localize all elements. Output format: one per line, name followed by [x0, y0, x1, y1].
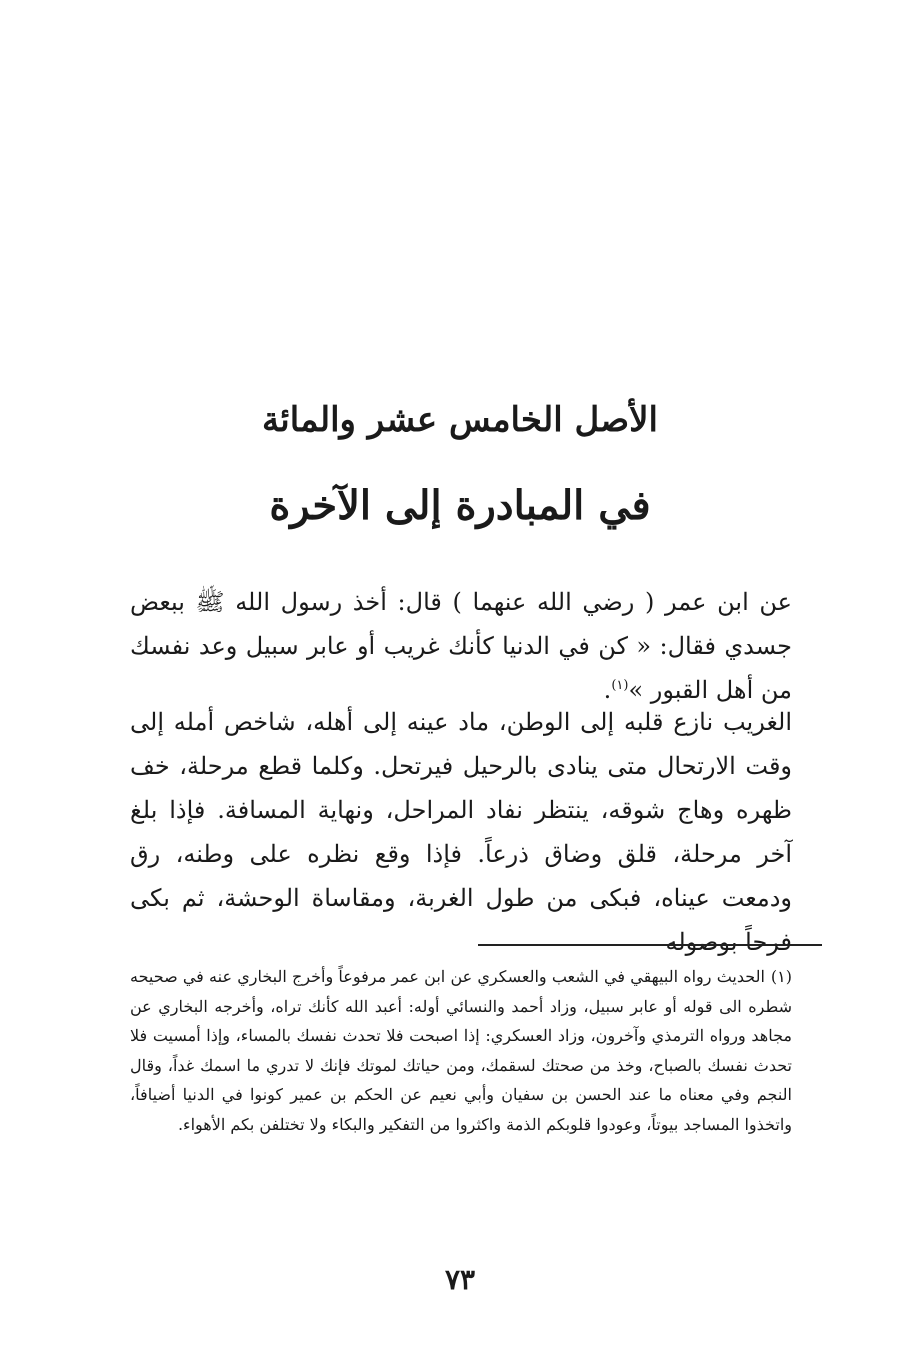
- footnote-marker: (١): [770, 967, 792, 986]
- hadith-end-punctuation: .: [603, 676, 612, 704]
- hadith-paragraph: [130, 580, 792, 712]
- chapter-title: الأصل الخامس عشر والمائة: [262, 400, 658, 440]
- footnote-divider: [478, 944, 822, 946]
- footnote-text: الحديث رواه البيهقي في الشعب والعسكري عن ابن عمر مرفوعاً وأخرج البخاري عنه في صحيحه شطره الى قوله أو عابر سبيل، وزاد أحمد والنسائي أوله: أعبد الله كأنك تراه، وأخرجه البخاري عن مجاهد ورواه الترمذي وآخرون، وزاد العسكري: إذا اصبحت فلا تحدث نفسك بالمساء، وإذا أمسيت فلا تحدث نفسك بالصباح، وخذ من صحتك لسقمك، ومن حياتك لموتك فإنك لا تدري ما اسمك غداً، وقال النجم وفي معناه ما عند الحسن بن سفيان وأبي نعيم عن الحكم بن عمير كونوا في الدنيا أضيافاً، واتخذوا المساجد بيوتاً، وعودوا قلوبكم الذمة واكثروا من التفكير والبكاء ولا تختلفن بكم الأهواء.: [130, 967, 792, 1134]
- commentary-paragraph: [130, 700, 792, 964]
- footnote-reference: (١): [611, 678, 629, 693]
- chapter-subtitle: في المبادرة إلى الآخرة: [269, 482, 651, 529]
- hadith-text-block: [130, 580, 792, 712]
- page-number: ٧٣: [444, 1263, 476, 1296]
- hadith-text: عن ابن عمر ( رضي الله عنهما ) قال: أخذ رسول الله ﷺ ببعض جسدي فقال: « كن في الدنيا كأنك غريب أو عابر سبيل وعد نفسك من أهل القبور »: [130, 588, 792, 704]
- footnote: [130, 962, 792, 1139]
- commentary-text: الغريب نازع قلبه إلى الوطن، ماد عينه إلى أهله، شاخص أمله إلى وقت الارتحال متى ينادى بالرحيل فيرتحل. وكلما قطع مرحلة، خف ظهره وهاج شوقه، ينتظر نفاد المراحل، ونهاية المسافة. فإذا بلغ آخر مرحلة، قلق وضاق ذرعاً. فإذا وقع نظره على وطنه، رق ودمعت عيناه، فبكى من طول الغربة، ومقاساة الوحشة، ثم بكى فرحاً بوصوله: [130, 708, 793, 956]
